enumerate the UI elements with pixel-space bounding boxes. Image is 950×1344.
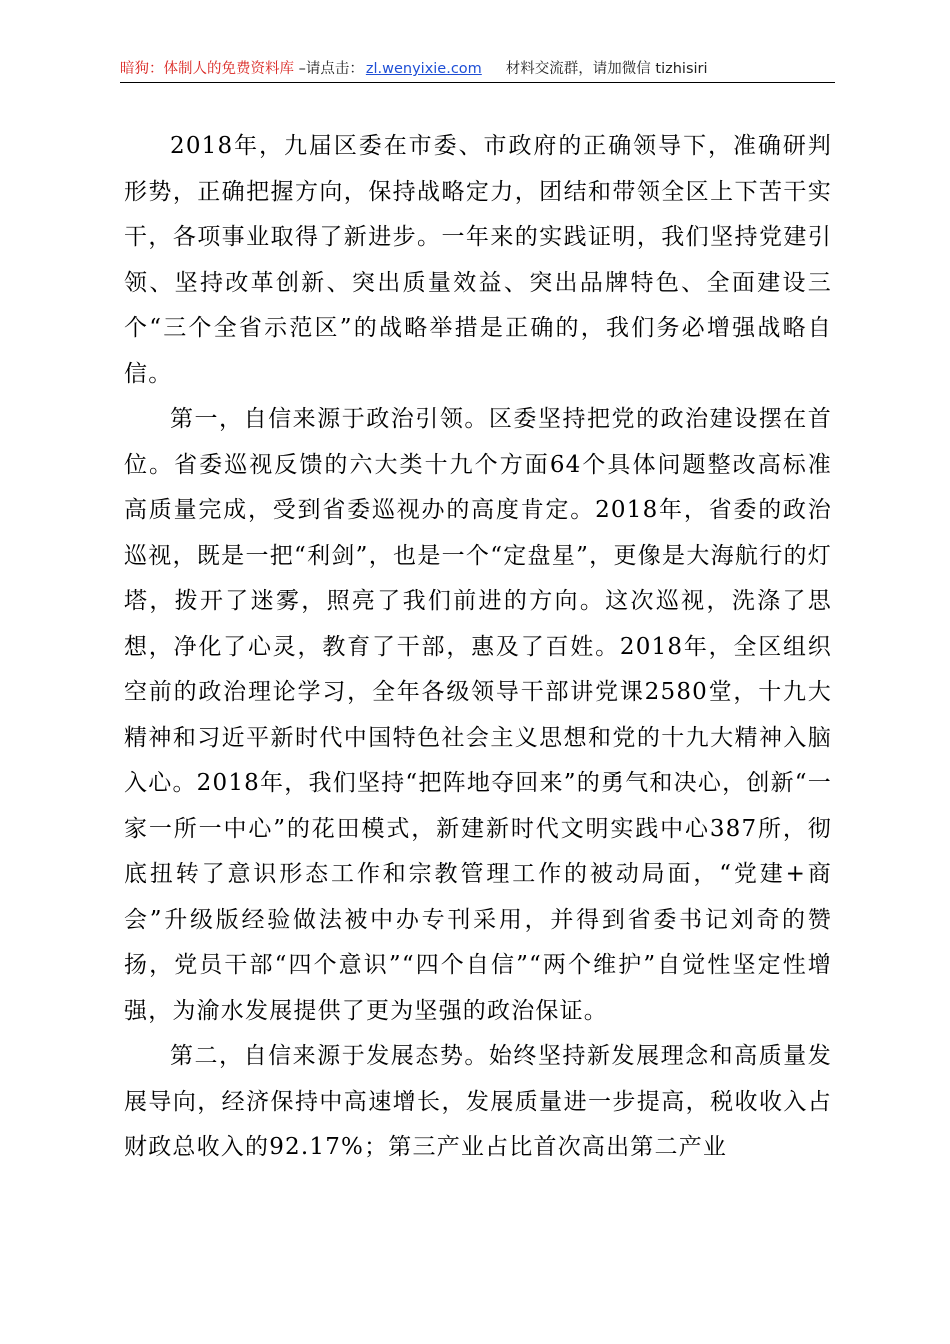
paragraph-intro: 2018年，九届区委在市委、市政府的正确领导下，准确研判形势，正确把握方向，保持战略定力，团结和带领全区上下苦干实干，各项事业取得了新进步。一年来的实践证明，我们坚持党建引领、坚持改革创新、突出质量效益、突出品牌特色、全面建设三个“三个全省示范区”的战略举措是正确的，我们务必增强战略自信。 [124,133,832,387]
header-link[interactable]: zl.wenyixie.com [365,61,482,77]
header-brand: 暗狗：体制人的免费资料库 [120,61,294,77]
paragraph-development-trend: 第二，自信来源于发展态势。始终坚持新发展理念和高质量发展导向，经济保持中高速增长，发展质量进一步提高，税收收入占财政总收入的92.17%；第三产业占比首次高出第二产业 [124,1043,832,1160]
header-wechat: 材料交流群，请加微信 tizhisiri [505,61,708,77]
header-prompt: –请点击： [294,61,364,77]
document-body [124,124,832,1171]
page-header [120,58,835,80]
paragraph-political-leadership: 第一，自信来源于政治引领。区委坚持把党的政治建设摆在首位。省委巡视反馈的六大类十九个方面64个具体问题整改高标准高质量完成，受到省委巡视办的高度肯定。2018年，省委的政治巡视，既是一把“利剑”，也是一个“定盘星”，更像是大海航行的灯塔，拨开了迷雾，照亮了我们前进的方向。这次巡视，洗涤了思想，净化了心灵，教育了干部，惠及了百姓。2018年，全区组织空前的政治理论学习，全年各级领导干部讲党课2580堂，十九大精神和习近平新时代中国特色社会主义思想和党的十九大精神入脑入心。2018年，我们坚持“把阵地夺回来”的勇气和决心，创新“一家一所一中心”的花田模式，新建新时代文明实践中心387所，彻底扭转了意识形态工作和宗教管理工作的被动局面，“党建+商会”升级版经验做法被中办专刊采用，并得到省委书记刘奇的赞扬，党员干部“四个意识”“四个自信”“两个维护”自觉性坚定性增强，为渝水发展提供了更为坚强的政治保证。 [124,406,832,1024]
header-divider [120,82,835,83]
